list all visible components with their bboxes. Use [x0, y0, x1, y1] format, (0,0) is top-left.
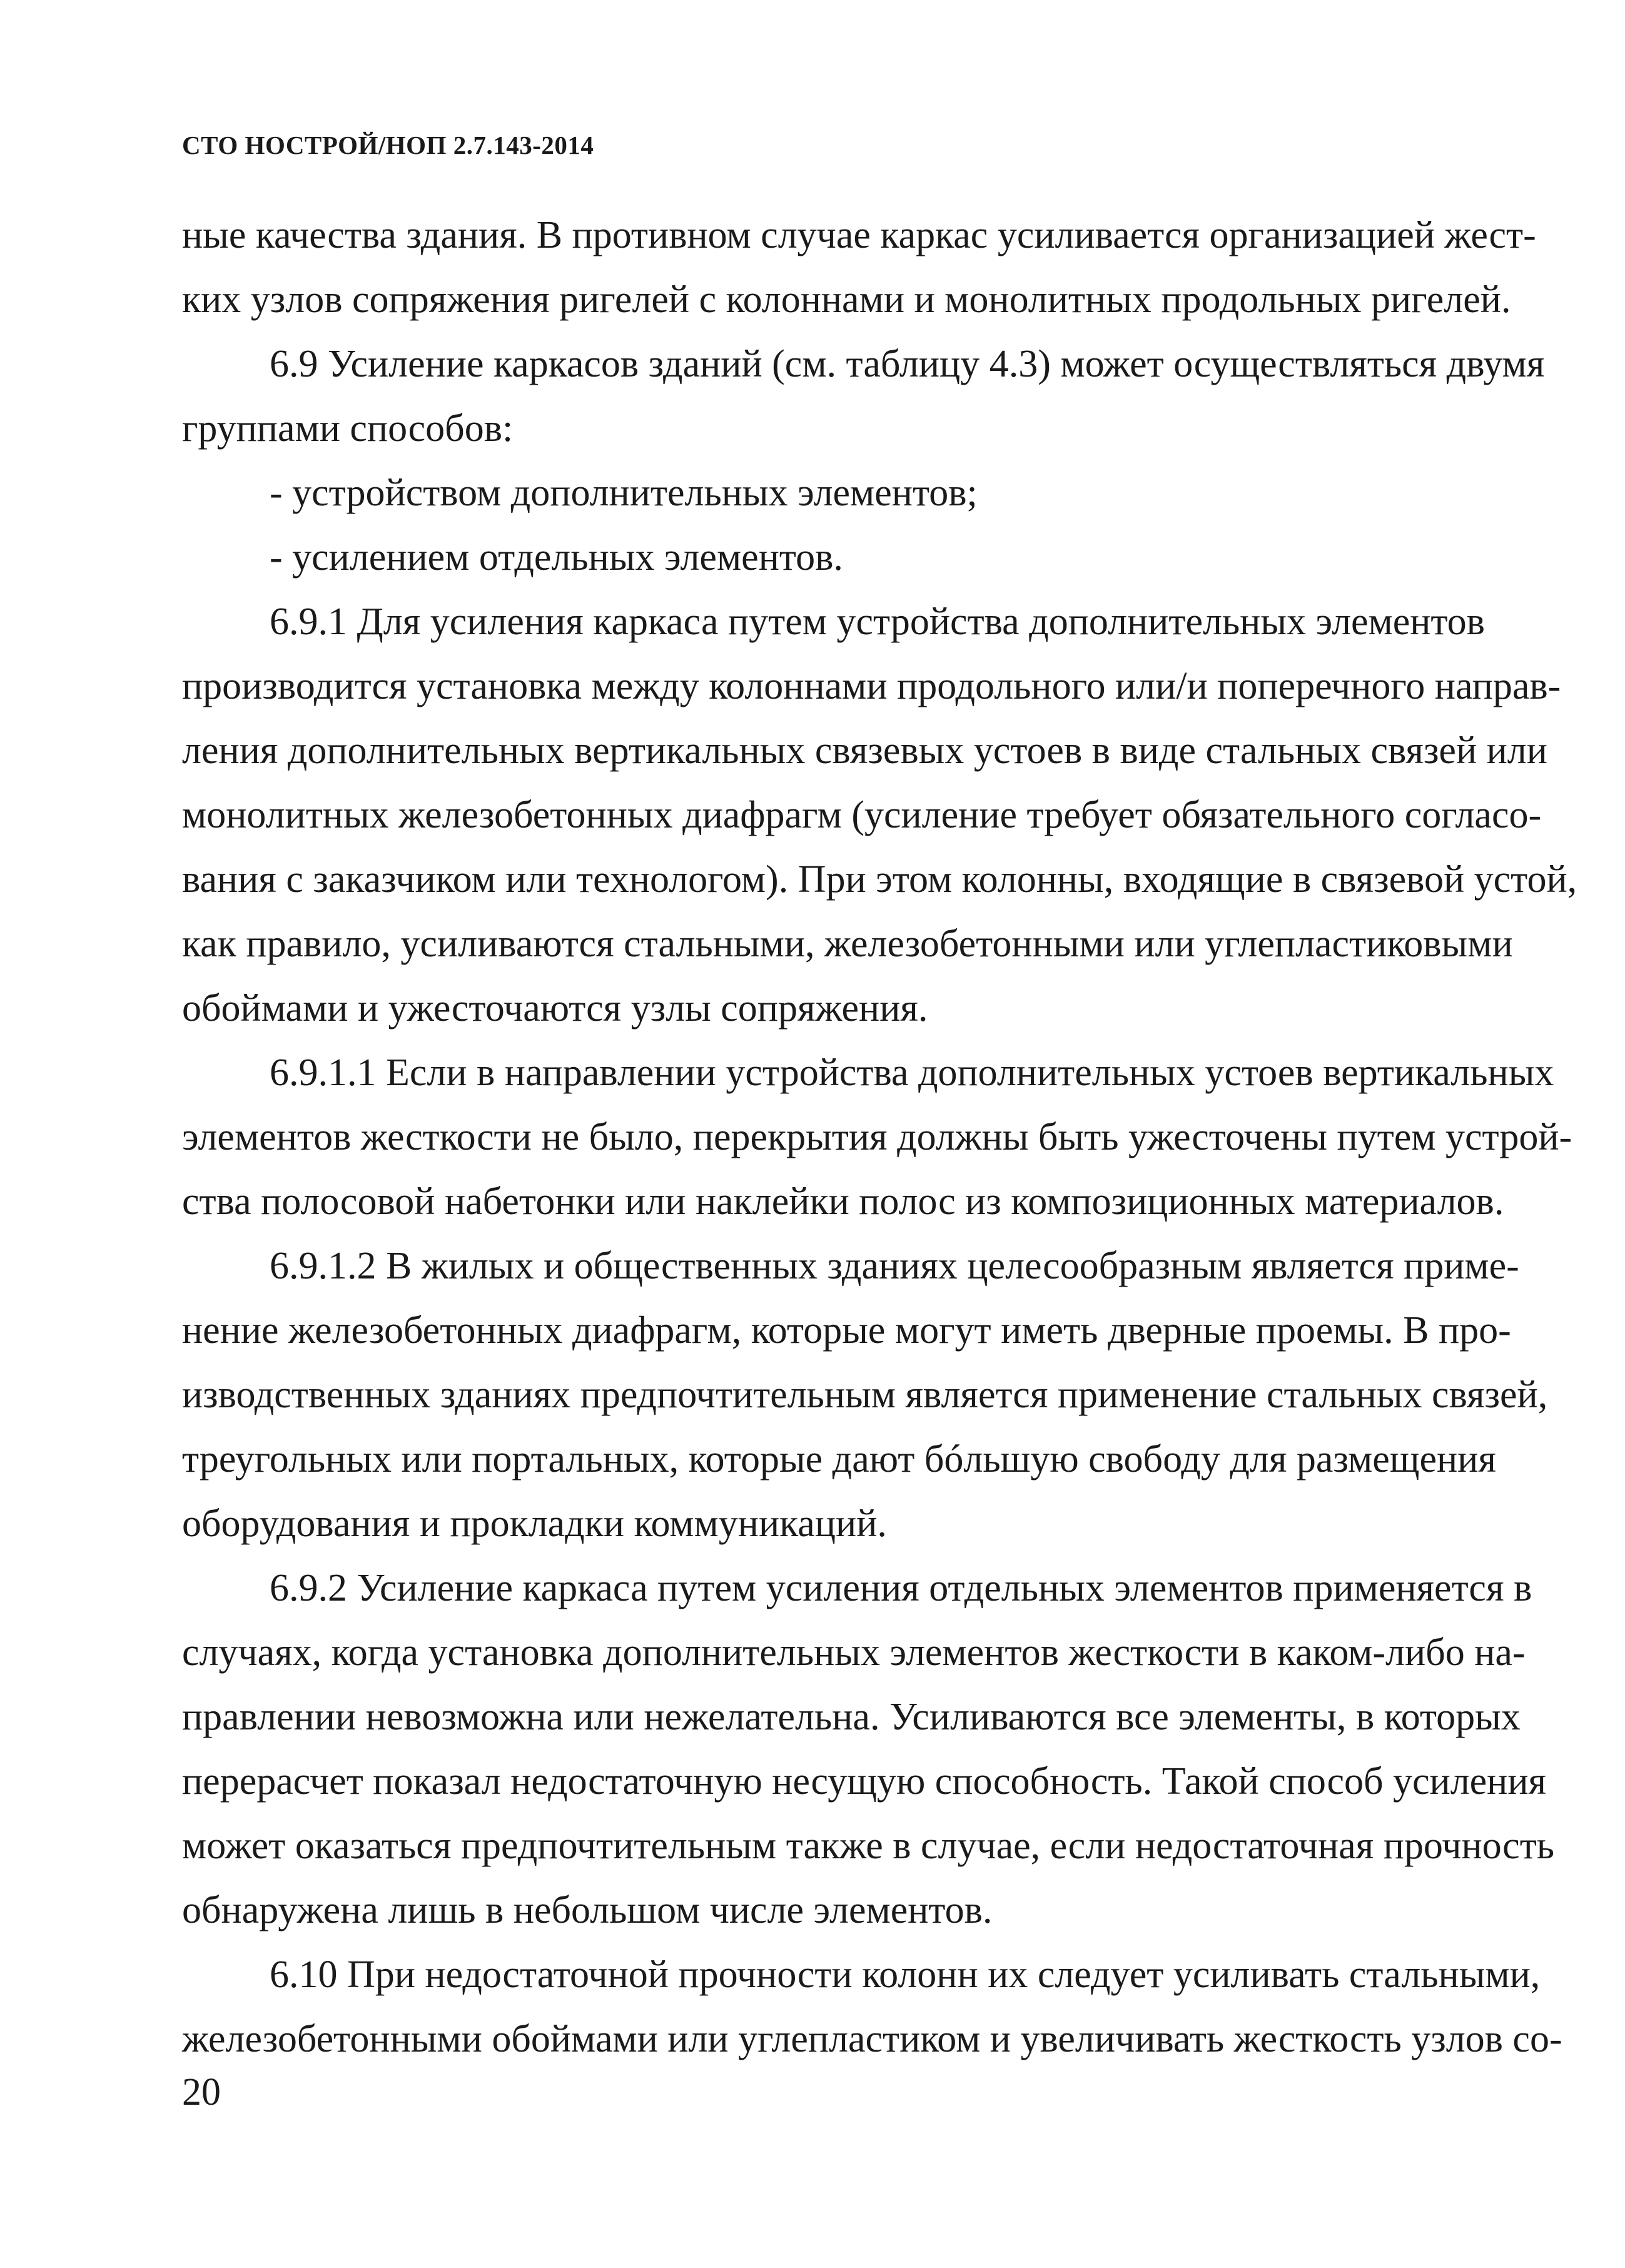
text-line: вания с заказчиком или технологом). При этом колонны, входящие в связевой устой,: [182, 858, 1577, 901]
text-line: 6.9.1 Для усиления каркаса путем устройства дополнительных элементов: [270, 600, 1485, 643]
text-line: ства полосовой набетонки или наклейки полос из композиционных материалов.: [182, 1180, 1504, 1223]
text-line: группами способов:: [182, 407, 514, 450]
paragraph: [182, 1943, 1562, 2072]
text-line: 6.9 Усиление каркасов зданий (см. таблицу 4.3) может осуществляться двумя: [270, 343, 1545, 385]
text-line: оборудования и прокладки коммуникаций.: [182, 1502, 887, 1545]
paragraph: [182, 1234, 1548, 1556]
text-line: 6.9.2 Усиление каркаса путем усиления отдельных элементов применяется в: [270, 1567, 1532, 1609]
text-line: монолитных железобетонных диафрагм (усиление требует обязательного согласо-: [182, 794, 1542, 836]
text-line: ные качества здания. В противном случае каркас усиливается организацией жест-: [182, 214, 1536, 256]
text-line: ления дополнительных вертикальных связевых устоев в виде стальных связей или: [182, 729, 1547, 772]
text-line: изводственных зданиях предпочтительным является применение стальных связей,: [182, 1374, 1548, 1416]
text-line: железобетонными обоймами или углепластиком и увеличивать жесткость узлов со-: [182, 2018, 1562, 2060]
text-line: - устройством дополнительных элементов;: [270, 472, 978, 514]
text-line: 6.10 При недостаточной прочности колонн их следует усиливать стальными,: [270, 1953, 1541, 1996]
paragraph: [182, 525, 1452, 590]
text-line: 6.9.1.1 Если в направлении устройства дополнительных устоев вертикальных: [270, 1051, 1554, 1094]
text-line: обоймами и ужесточаются узлы сопряжения.: [182, 987, 928, 1030]
text-line: нение железобетонных диафрагм, которые могут иметь дверные проемы. В про-: [182, 1309, 1511, 1352]
paragraph: [182, 1556, 1555, 1943]
text-line: как правило, усиливаются стальными, железобетонными или углепластиковыми: [182, 923, 1513, 965]
text-line: элементов жесткости не было, перекрытия должны быть ужесточены путем устрой-: [182, 1116, 1572, 1158]
text-line: обнаружена лишь в небольшом числе элементов.: [182, 1889, 993, 1931]
paragraph: [182, 461, 1452, 525]
paragraph: [182, 590, 1577, 1041]
text-line: 6.9.1.2 В жилых и общественных зданиях целесообразным является приме-: [270, 1245, 1519, 1287]
text-line: перерасчет показал недостаточную несущую способность. Такой способ усиления: [182, 1760, 1547, 1803]
paragraph: [182, 203, 1536, 332]
document-code-header: СТО НОСТРОЙ/НОП 2.7.143-2014: [182, 131, 594, 159]
text-line: производится установка между колоннами продольного или/и поперечного направ-: [182, 665, 1561, 707]
text-line: треугольных или портальных, которые дают бóльшую свободу для размещения: [182, 1438, 1496, 1481]
text-line: ких узлов сопряжения ригелей с колоннами и монолитных продольных ригелей.: [182, 278, 1511, 321]
text-line: случаях, когда установка дополнительных элементов жесткости в каком-либо на-: [182, 1631, 1526, 1674]
page-number: 20: [182, 2071, 221, 2114]
paragraph: [182, 332, 1545, 461]
text-line: правлении невозможна или нежелательна. Усиливаются все элементы, в которых: [182, 1696, 1521, 1738]
paragraph: [182, 1041, 1572, 1234]
text-line: может оказаться предпочтительным также в случае, если недостаточная прочность: [182, 1825, 1555, 1867]
body-text: [182, 203, 1577, 2072]
text-line: - усилением отдельных элементов.: [270, 536, 843, 579]
